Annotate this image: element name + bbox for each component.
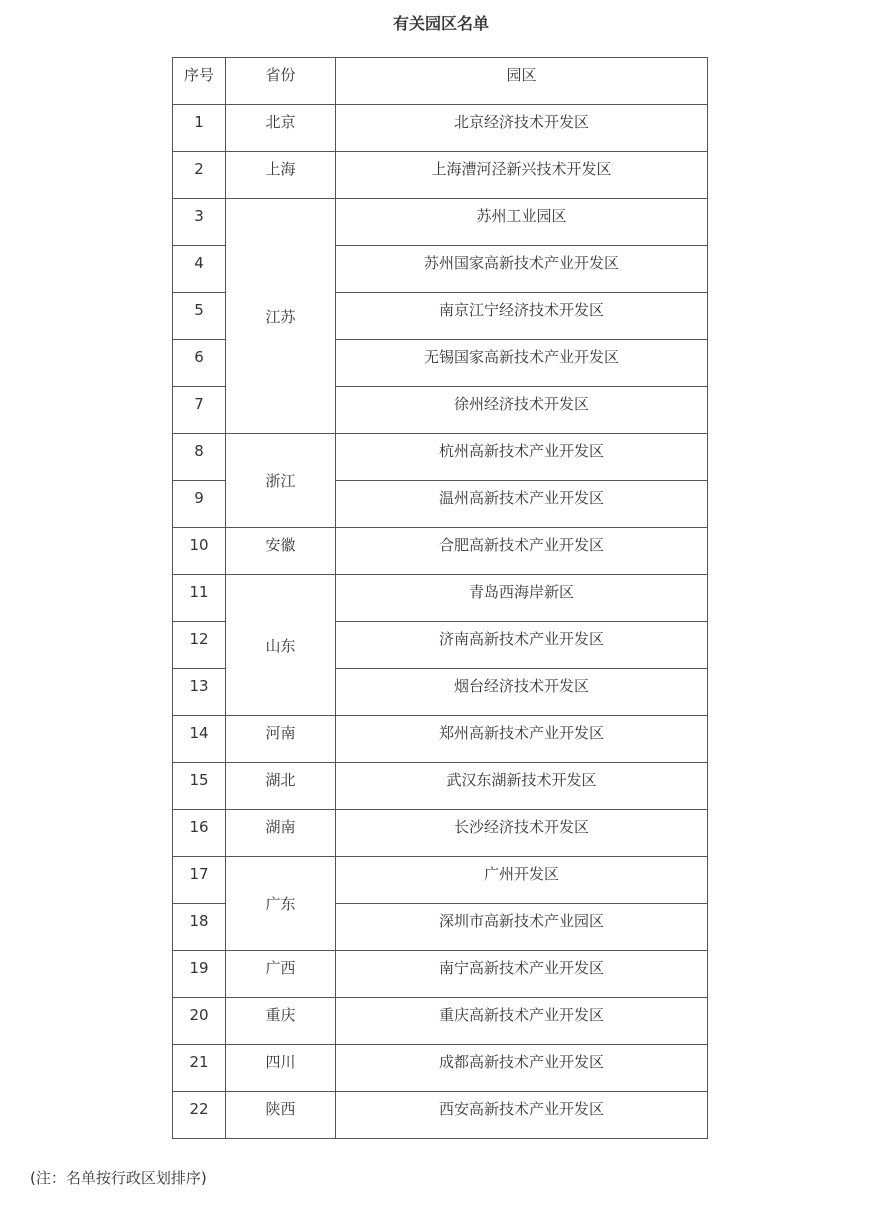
province-cell: 湖北 bbox=[226, 763, 336, 810]
province-cell: 山东 bbox=[226, 575, 336, 716]
table-row bbox=[173, 1045, 708, 1092]
province-cell: 上海 bbox=[226, 152, 336, 199]
park-name-cell: 青岛西海岸新区 bbox=[336, 575, 708, 622]
row-number-cell: 16 bbox=[173, 810, 226, 857]
footnote: (注：名单按行政区划排序) bbox=[30, 1169, 207, 1187]
header-province: 省份 bbox=[226, 58, 336, 105]
row-number-cell: 2 bbox=[173, 152, 226, 199]
table-header-row bbox=[173, 58, 708, 105]
document-title: 有关园区名单 bbox=[392, 14, 489, 33]
row-number-cell: 9 bbox=[173, 481, 226, 528]
row-number-cell: 10 bbox=[173, 528, 226, 575]
province-cell: 浙江 bbox=[226, 434, 336, 528]
province-cell: 湖南 bbox=[226, 810, 336, 857]
row-number-cell: 12 bbox=[173, 622, 226, 669]
park-name-cell: 广州开发区 bbox=[336, 857, 708, 904]
row-number-cell: 13 bbox=[173, 669, 226, 716]
table-row bbox=[173, 951, 708, 998]
park-name-cell: 武汉东湖新技术开发区 bbox=[336, 763, 708, 810]
table-body bbox=[173, 105, 708, 1139]
header-park: 园区 bbox=[336, 58, 708, 105]
park-name-cell: 无锡国家高新技术产业开发区 bbox=[336, 340, 708, 387]
row-number-cell: 21 bbox=[173, 1045, 226, 1092]
park-name-cell: 上海漕河泾新兴技术开发区 bbox=[336, 152, 708, 199]
table-row bbox=[173, 199, 708, 246]
table-row bbox=[173, 105, 708, 152]
park-name-cell: 济南高新技术产业开发区 bbox=[336, 622, 708, 669]
park-name-cell: 苏州工业园区 bbox=[336, 199, 708, 246]
park-name-cell: 杭州高新技术产业开发区 bbox=[336, 434, 708, 481]
row-number-cell: 18 bbox=[173, 904, 226, 951]
row-number-cell: 4 bbox=[173, 246, 226, 293]
province-cell: 河南 bbox=[226, 716, 336, 763]
park-name-cell: 成都高新技术产业开发区 bbox=[336, 1045, 708, 1092]
row-number-cell: 22 bbox=[173, 1092, 226, 1139]
table-row bbox=[173, 1092, 708, 1139]
park-name-cell: 徐州经济技术开发区 bbox=[336, 387, 708, 434]
row-number-cell: 8 bbox=[173, 434, 226, 481]
park-name-cell: 南京江宁经济技术开发区 bbox=[336, 293, 708, 340]
park-name-cell: 南宁高新技术产业开发区 bbox=[336, 951, 708, 998]
province-cell: 安徽 bbox=[226, 528, 336, 575]
park-name-cell: 西安高新技术产业开发区 bbox=[336, 1092, 708, 1139]
row-number-cell: 3 bbox=[173, 199, 226, 246]
row-number-cell: 1 bbox=[173, 105, 226, 152]
park-name-cell: 深圳市高新技术产业园区 bbox=[336, 904, 708, 951]
row-number-cell: 5 bbox=[173, 293, 226, 340]
province-cell: 北京 bbox=[226, 105, 336, 152]
header-no: 序号 bbox=[173, 58, 226, 105]
table-row bbox=[173, 810, 708, 857]
park-name-cell: 温州高新技术产业开发区 bbox=[336, 481, 708, 528]
table-row bbox=[173, 434, 708, 481]
table-row bbox=[173, 857, 708, 904]
table-row bbox=[173, 528, 708, 575]
park-name-cell: 苏州国家高新技术产业开发区 bbox=[336, 246, 708, 293]
park-name-cell: 郑州高新技术产业开发区 bbox=[336, 716, 708, 763]
row-number-cell: 6 bbox=[173, 340, 226, 387]
table-row bbox=[173, 152, 708, 199]
table-row bbox=[173, 763, 708, 810]
row-number-cell: 20 bbox=[173, 998, 226, 1045]
province-cell: 重庆 bbox=[226, 998, 336, 1045]
row-number-cell: 11 bbox=[173, 575, 226, 622]
province-cell: 陕西 bbox=[226, 1092, 336, 1139]
province-cell: 广东 bbox=[226, 857, 336, 951]
park-list-table bbox=[172, 57, 708, 1139]
province-cell: 广西 bbox=[226, 951, 336, 998]
table-row bbox=[173, 575, 708, 622]
park-name-cell: 北京经济技术开发区 bbox=[336, 105, 708, 152]
park-name-cell: 重庆高新技术产业开发区 bbox=[336, 998, 708, 1045]
park-name-cell: 合肥高新技术产业开发区 bbox=[336, 528, 708, 575]
row-number-cell: 7 bbox=[173, 387, 226, 434]
row-number-cell: 17 bbox=[173, 857, 226, 904]
province-cell: 四川 bbox=[226, 1045, 336, 1092]
park-name-cell: 烟台经济技术开发区 bbox=[336, 669, 708, 716]
row-number-cell: 15 bbox=[173, 763, 226, 810]
park-name-cell: 长沙经济技术开发区 bbox=[336, 810, 708, 857]
table-row bbox=[173, 998, 708, 1045]
province-cell: 江苏 bbox=[226, 199, 336, 434]
table-row bbox=[173, 716, 708, 763]
row-number-cell: 19 bbox=[173, 951, 226, 998]
row-number-cell: 14 bbox=[173, 716, 226, 763]
